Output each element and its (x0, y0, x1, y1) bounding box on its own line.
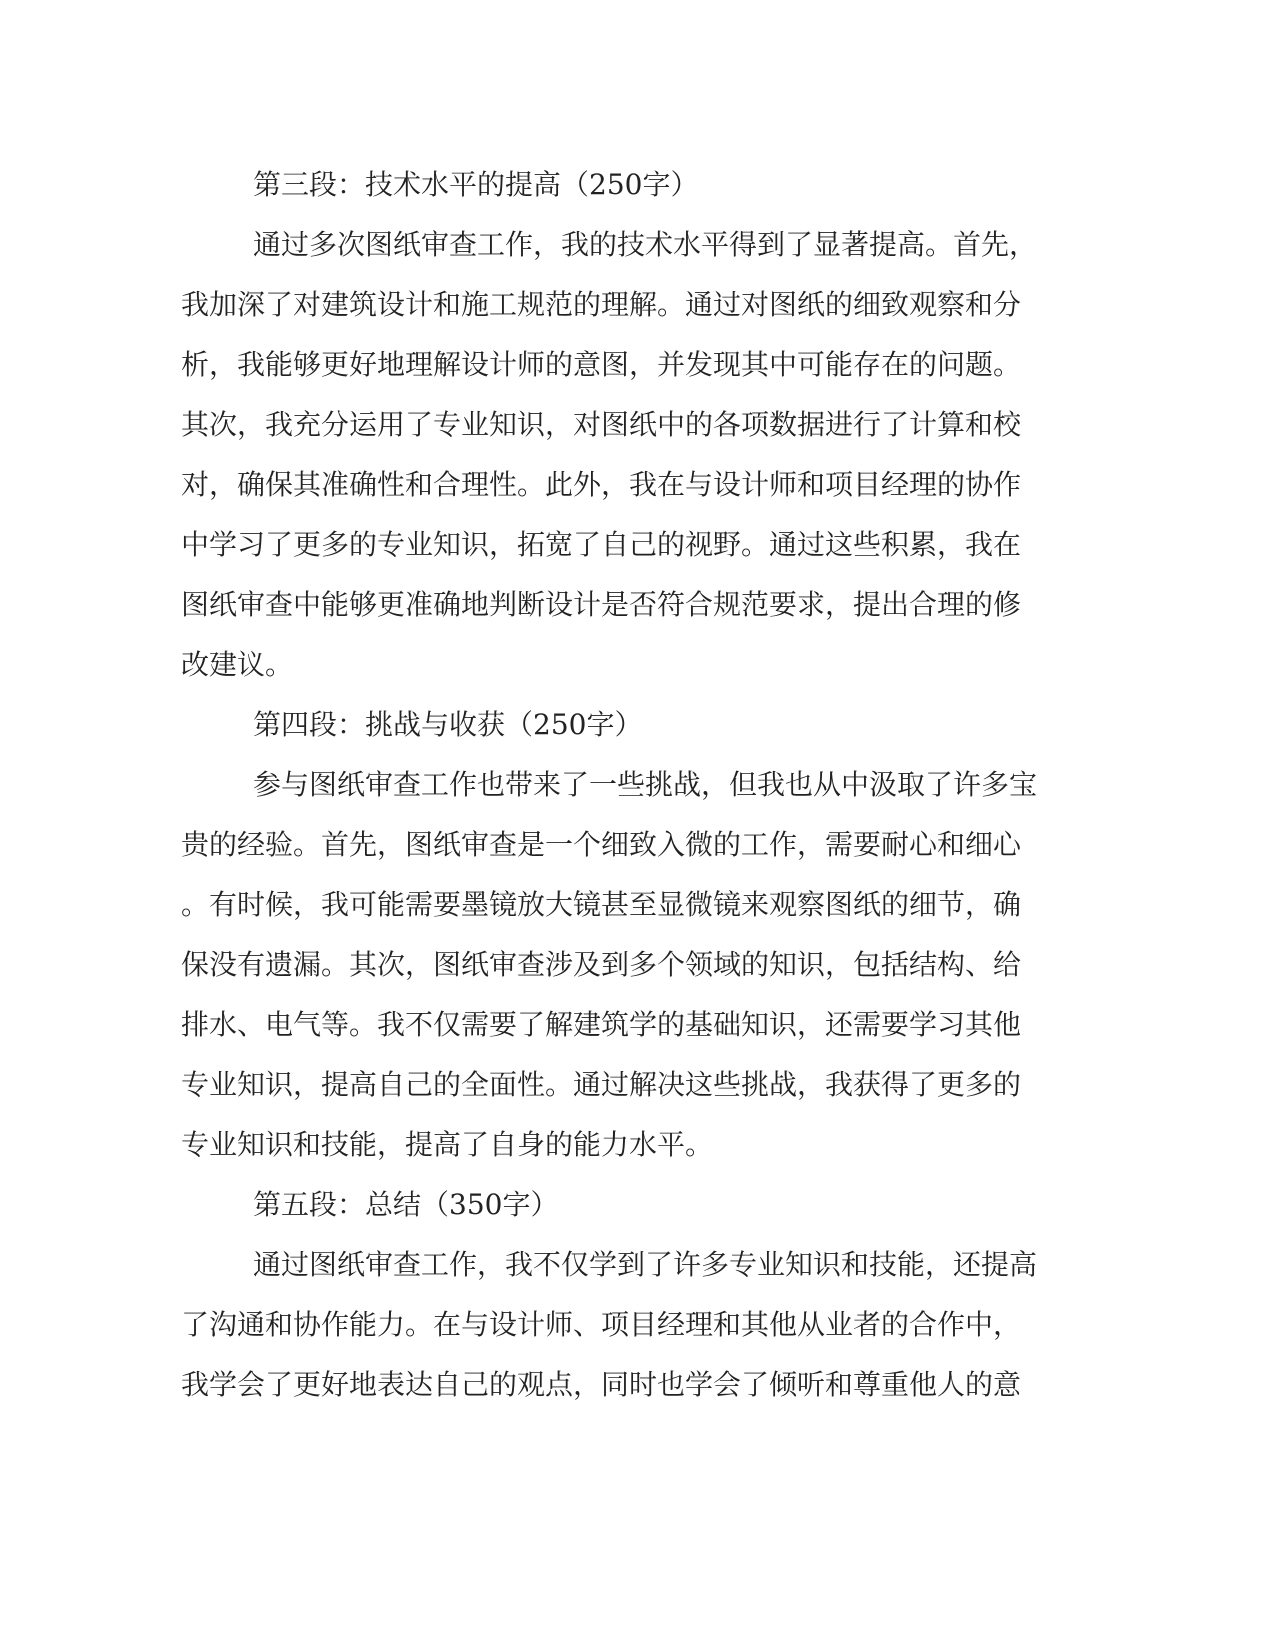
section-3-line: 我加深了对建筑设计和施工规范的理解。通过对图纸的细致观察和分 (181, 288, 1022, 321)
section-3-line: 改建议。 (181, 648, 294, 681)
section-4-line: 排水、电气等。我不仅需要了解建筑学的基础知识，还需要学习其他 (181, 1008, 1022, 1041)
section-4-line: 参与图纸审查工作也带来了一些挑战，但我也从中汲取了许多宝 (253, 768, 1038, 801)
section-4-line: 保没有遗漏。其次，图纸审查涉及到多个领域的知识，包括结构、给 (181, 948, 1022, 981)
section-5-line: 我学会了更好地表达自己的观点，同时也学会了倾听和尊重他人的意 (181, 1368, 1022, 1401)
section-4-line: 专业知识和技能，提高了自身的能力水平。 (181, 1128, 714, 1161)
section-4-heading: 第四段：挑战与收获（250字） (253, 708, 643, 741)
document-body (181, 155, 1038, 1415)
section-3-line: 对，确保其准确性和合理性。此外，我在与设计师和项目经理的协作 (181, 468, 1022, 501)
section-3-heading: 第三段：技术水平的提高（250字） (253, 168, 699, 201)
section-4-line: 专业知识，提高自己的全面性。通过解决这些挑战，我获得了更多的 (181, 1068, 1022, 1101)
section-5-line: 通过图纸审查工作，我不仅学到了许多专业知识和技能，还提高 (253, 1248, 1038, 1281)
section-3-line: 通过多次图纸审查工作，我的技术水平得到了显著提高。首先， (253, 228, 1038, 261)
section-4-line: 贵的经验。首先，图纸审查是一个细致入微的工作，需要耐心和细心 (181, 828, 1022, 861)
section-5-heading: 第五段：总结（350字） (253, 1188, 559, 1221)
section-3-line: 析，我能够更好地理解设计师的意图，并发现其中可能存在的问题。 (181, 348, 1022, 381)
section-3-line: 图纸审查中能够更准确地判断设计是否符合规范要求，提出合理的修 (181, 588, 1022, 621)
section-3-line: 其次，我充分运用了专业知识，对图纸中的各项数据进行了计算和校 (181, 408, 1022, 441)
section-3-line: 中学习了更多的专业知识，拓宽了自己的视野。通过这些积累，我在 (181, 528, 1022, 561)
section-5-line: 了沟通和协作能力。在与设计师、项目经理和其他从业者的合作中， (181, 1308, 1022, 1341)
section-4-line: 。有时候，我可能需要墨镜放大镜甚至显微镜来观察图纸的细节，确 (181, 888, 1022, 921)
